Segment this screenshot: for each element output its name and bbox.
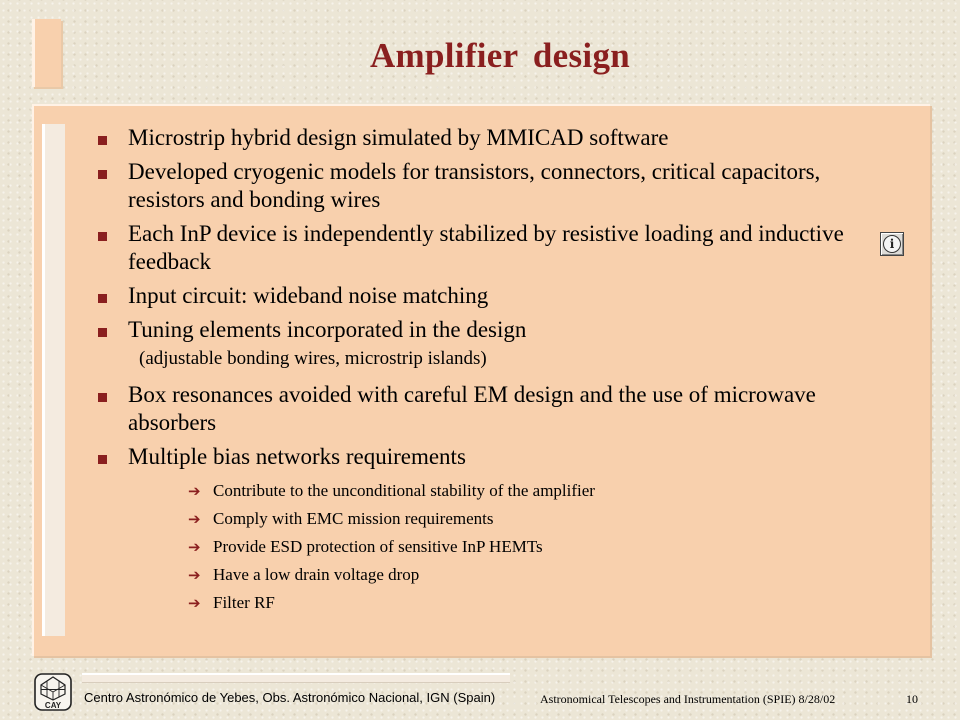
right-arrow-bullet-icon: ➔ [188, 510, 201, 528]
sub-item-text: Provide ESD protection of sensitive InP HEMTs [213, 537, 543, 556]
sub-item [96, 505, 886, 533]
right-arrow-bullet-icon: ➔ [188, 594, 201, 612]
bullet-text: Each InP device is independently stabilized by resistive loading and inductive feedback [128, 221, 844, 274]
bullet-list [96, 124, 886, 617]
info-icon: i [883, 235, 901, 253]
sub-item [96, 477, 886, 505]
square-bullet-icon [98, 170, 107, 179]
bullet-item [96, 124, 886, 152]
bullet-item [96, 158, 886, 214]
cay-logo-icon [33, 672, 73, 712]
sub-item-text: Contribute to the unconditional stability of the amplifier [213, 481, 595, 500]
bias-subitem-list [96, 477, 886, 617]
square-bullet-icon [98, 393, 107, 402]
sub-item-text: Have a low drain voltage drop [213, 565, 420, 584]
square-bullet-icon [98, 232, 107, 241]
square-bullet-icon [98, 455, 107, 464]
square-bullet-icon [98, 136, 107, 145]
sub-item [96, 561, 886, 589]
slide-title: Amplifier design [369, 36, 631, 75]
right-arrow-bullet-icon: ➔ [188, 482, 201, 500]
bullet-text: Multiple bias networks requirements [128, 444, 466, 469]
footer-organization: Centro Astronómico de Yebes, Obs. Astronómico Nacional, IGN (Spain) [84, 690, 496, 705]
sub-item [96, 533, 886, 561]
bullet-text: Tuning elements incorporated in the design [128, 317, 527, 342]
panel-accent-stripe [42, 124, 65, 636]
bullet-text: Input circuit: wideband noise matching [128, 283, 489, 308]
sub-item-text: Comply with EMC mission requirements [213, 509, 494, 528]
info-button[interactable] [880, 232, 904, 256]
bullet-item [96, 220, 886, 276]
footer-conference: Astronomical Telescopes and Instrumentation (SPIE) 8/28/02 [540, 692, 836, 706]
bullet-item [96, 381, 886, 437]
bullet-text: Microstrip hybrid design simulated by MMICAD software [128, 125, 669, 150]
sub-item-text: Filter RF [213, 593, 275, 612]
footer-accent-bar [82, 673, 510, 682]
right-arrow-bullet-icon: ➔ [188, 538, 201, 556]
sub-item [96, 589, 886, 617]
right-arrow-bullet-icon: ➔ [188, 566, 201, 584]
logo-text: CAY [44, 701, 62, 710]
square-bullet-icon [98, 294, 107, 303]
bullet-text: Developed cryogenic models for transistors, connectors, critical capacitors, resistors and bonding wires [128, 159, 821, 212]
bullet-text: Box resonances avoided with careful EM design and the use of microwave absorbers [128, 382, 816, 435]
bullet-item [96, 282, 886, 310]
bullet-item [96, 316, 886, 344]
tuning-note: (adjustable bonding wires, microstrip islands) [139, 348, 487, 369]
bullet-item [96, 443, 886, 471]
page-number: 10 [906, 692, 918, 706]
square-bullet-icon [98, 328, 107, 337]
